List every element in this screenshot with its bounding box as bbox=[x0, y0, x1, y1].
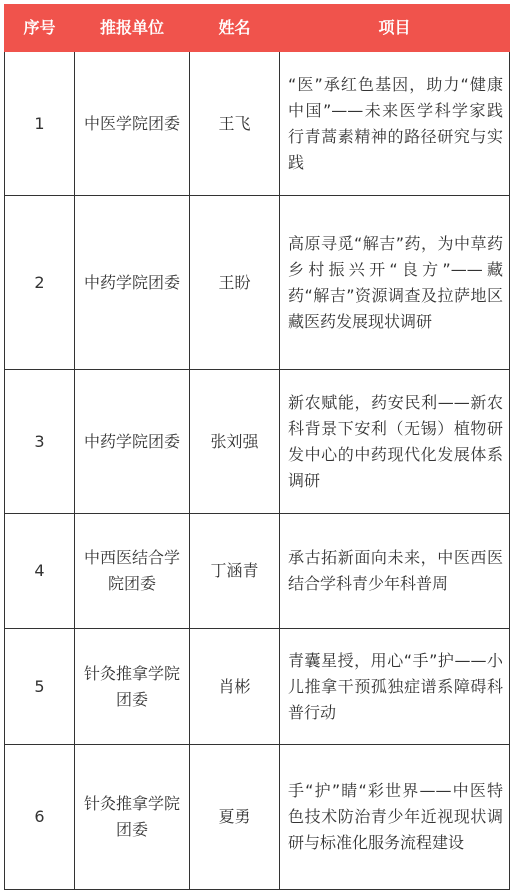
row-name: 张刘强 bbox=[190, 370, 280, 514]
row-no: 5 bbox=[5, 629, 75, 745]
row-unit: 中药学院团委 bbox=[75, 370, 190, 514]
row-project: 青囊星授，用心“手”护——小儿推拿干预孤独症谱系障碍科普行动 bbox=[280, 629, 510, 745]
row-project: 承古拓新面向未来，中医西医结合学科青少年科普周 bbox=[280, 514, 510, 629]
table-row bbox=[5, 629, 510, 745]
table-row bbox=[5, 745, 510, 890]
row-unit: 针灸推拿学院团委 bbox=[75, 745, 190, 890]
row-project: 新农赋能，药安民利——新农科背景下安利（无锡）植物研发中心的中药现代化发展体系调研 bbox=[280, 370, 510, 514]
row-no: 1 bbox=[5, 52, 75, 196]
header-unit: 推报单位 bbox=[75, 5, 190, 52]
row-name: 丁涵青 bbox=[190, 514, 280, 629]
table-row bbox=[5, 370, 510, 514]
row-no: 2 bbox=[5, 196, 75, 370]
row-name: 王盼 bbox=[190, 196, 280, 370]
row-unit: 中西医结合学院团委 bbox=[75, 514, 190, 629]
row-project: “医”承红色基因，助力“健康中国”——未来医学科学家践行青蒿素精神的路径研究与实践 bbox=[280, 52, 510, 196]
table-row bbox=[5, 196, 510, 370]
row-name: 肖彬 bbox=[190, 629, 280, 745]
row-no: 4 bbox=[5, 514, 75, 629]
row-unit: 中药学院团委 bbox=[75, 196, 190, 370]
project-table bbox=[4, 4, 510, 890]
row-project: 高原寻觅“解吉”药，为中草药乡村振兴开“良方”——藏药“解吉”资源调查及拉萨地区藏医药发展现状调研 bbox=[280, 196, 510, 370]
row-project: 手“护”睛“彩世界——中医特色技术防治青少年近视现状调研与标准化服务流程建设 bbox=[280, 745, 510, 890]
row-name: 夏勇 bbox=[190, 745, 280, 890]
header-name: 姓名 bbox=[190, 5, 280, 52]
row-unit: 针灸推拿学院团委 bbox=[75, 629, 190, 745]
table-row bbox=[5, 52, 510, 196]
row-name: 王飞 bbox=[190, 52, 280, 196]
table-header-row bbox=[5, 5, 510, 52]
header-no: 序号 bbox=[5, 5, 75, 52]
table-row bbox=[5, 514, 510, 629]
row-no: 6 bbox=[5, 745, 75, 890]
row-no: 3 bbox=[5, 370, 75, 514]
row-unit: 中医学院团委 bbox=[75, 52, 190, 196]
header-project: 项目 bbox=[280, 5, 510, 52]
